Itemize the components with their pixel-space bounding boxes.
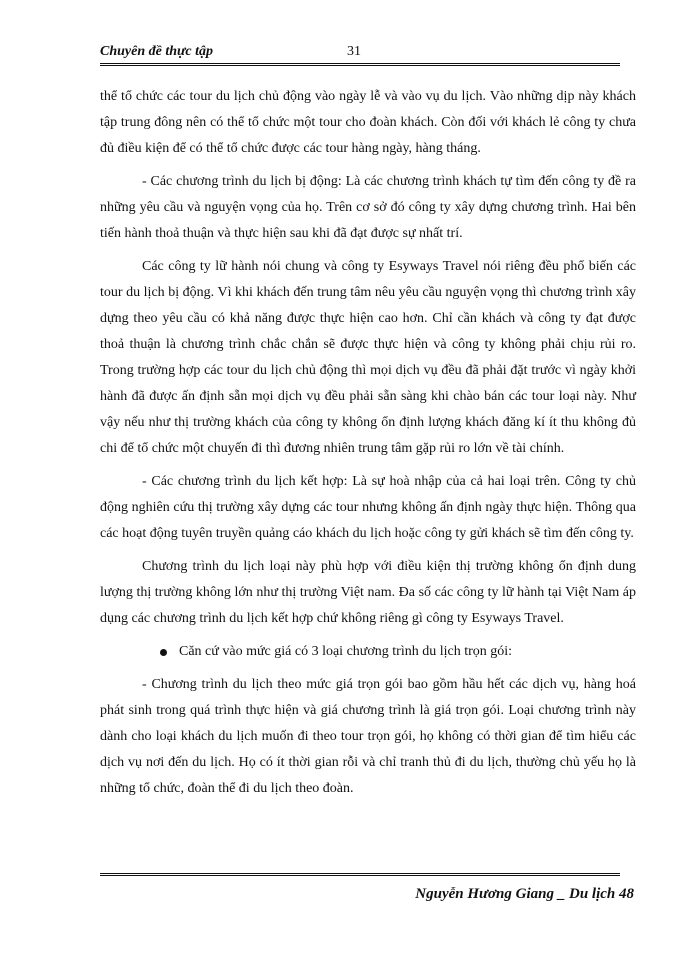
- page-header: [100, 40, 620, 62]
- header-divider: [100, 63, 620, 66]
- paragraph: - Chương trình du lịch theo mức giá trọn gói bao gồm hầu hết các dịch vụ, hàng hoá phát sinh trong quá trình thực hiện và giá chương trình là giá trọn gói. Loại chương trình này dành cho loại khách du lịch muốn đi theo tour trọn gói, họ không có thời gian để tìm hiểu các dịch vụ nơi đến du lịch. Họ có ít thời gian rỗi và chỉ tranh thủ đi du lịch, thường chủ yếu họ là những tổ chức, đoàn thể đi du lịch theo đoàn.: [100, 677, 636, 796]
- paragraph: - Các chương trình du lịch kết hợp: Là sự hoà nhập của cả hai loại trên. Công ty chủ động nghiên cứu thị trường xây dựng các tour nhưng không ấn định ngày thực hiện. Thông qua các hoạt động tuyên truyền quảng cáo khách du lịch hoặc công ty gửi khách sẽ tìm đến công ty.: [100, 474, 636, 541]
- header-title: Chuyên đề thực tập: [100, 44, 214, 59]
- page-number: 31: [347, 44, 361, 59]
- paragraph: - Các chương trình du lịch bị động: Là các chương trình khách tự tìm đến công ty đề ra những yêu cầu và nguyện vọng của họ. Trên cơ sở đó công ty xây dựng chương trình. Hai bên tiến hành thoả thuận và thực hiện sau khi đã đạt được sự nhất trí.: [100, 174, 636, 241]
- paragraph: thể tổ chức các tour du lịch chủ động vào ngày lễ và vào vụ du lịch. Vào những dịp này khách tập trung đông nên có thể tổ chức một tour cho đoàn khách. Còn đối với khách lẻ công ty chưa đủ điều kiện để có thể tổ chức được các tour hàng ngày, hàng tháng.: [100, 89, 636, 156]
- footer-author: Nguyễn Hương Giang _ Du lịch 48: [415, 886, 634, 902]
- bullet-text: Căn cứ vào mức giá có 3 loại chương trình du lịch trọn gói:: [179, 644, 513, 659]
- document-body: [100, 84, 636, 809]
- paragraph: Chương trình du lịch loại này phù hợp với điều kiện thị trường không ổn định dung lượng thị trường không lớn như thị trường Việt nam. Đa số các công ty lữ hành tại Việt Nam áp dụng các chương trình du lịch kết hợp chứ không riêng gì công ty Esyways Travel.: [100, 559, 636, 626]
- bullet-item: [100, 639, 636, 665]
- bullet-icon: [160, 649, 167, 656]
- paragraph: Các công ty lữ hành nói chung và công ty Esyways Travel nói riêng đều phổ biến các tour du lịch bị động. Vì khi khách đến trung tâm nêu yêu cầu nguyện vọng thì chương trình xây dựng theo yêu cầu có khả năng được thực hiện cao hơn. Chỉ cần khách và công ty đạt được thoả thuận là chương trình chắc chắn sẽ được thực hiện và công ty không phải chịu rủi ro. Trong trường hợp các tour du lịch chủ động thì mọi dịch vụ đều đã phải đặt trước vì ngày khởi hành đã được ấn định sẵn mọi dịch vụ đều phải sẵn sàng khi chào bán các tour loại này. Như vậy nếu như thị trường khách của công ty không ổn định lượng khách đăng kí ít thu không đủ chi để tổ chức một chuyến đi thì đương nhiên trung tâm gặp rủi ro lớn về tài chính.: [100, 259, 636, 456]
- footer-divider: [100, 873, 620, 876]
